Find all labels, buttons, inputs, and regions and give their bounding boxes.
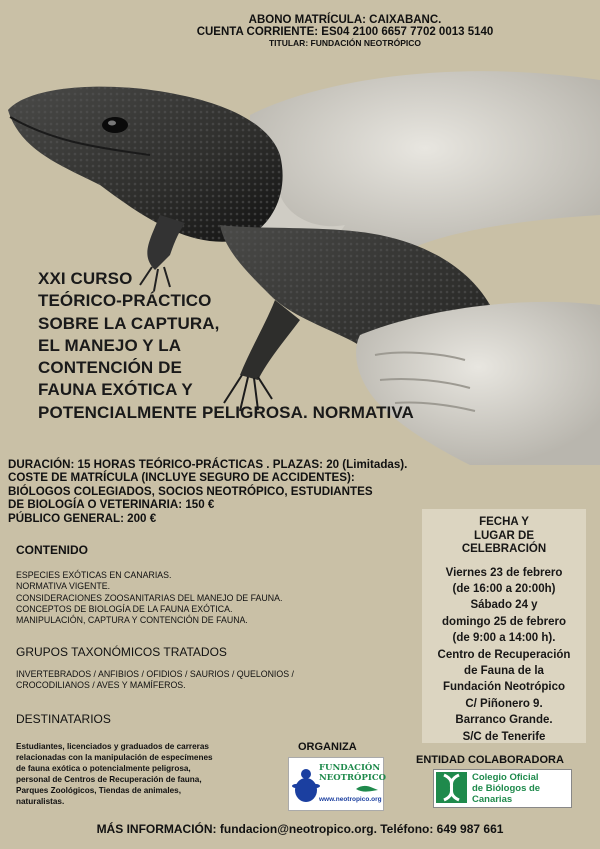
title-line: SOBRE LA CAPTURA,: [38, 313, 220, 333]
logo-url[interactable]: www.neotropico.org: [319, 796, 382, 803]
title-line: FAUNA EXÓTICA Y: [38, 380, 193, 400]
fecha-heading-line: FECHA Y: [479, 516, 529, 528]
logo-text-line: FUNDACIÓN: [319, 763, 381, 773]
fecha-lugar-box: [422, 509, 586, 743]
fecha-line: Fundación Neotrópico: [442, 681, 566, 694]
text-line: naturalistas.: [16, 797, 65, 806]
colegio-biologos-logo[interactable]: [433, 769, 572, 808]
list-item: NORMATIVA VIGENTE.: [16, 581, 111, 592]
fecha-line: de Fauna de la: [464, 664, 544, 677]
logo-text-line: NEOTRÓPICO: [319, 773, 386, 783]
fecha-heading-line: CELEBRACIÓN: [461, 543, 547, 555]
turtle-icon: [291, 760, 321, 806]
fecha-line: (de 9:00 a 14:00 h).: [452, 632, 556, 645]
list-item: INVERTEBRADOS / ANFIBIOS / OFIDIOS / SAURIOS / QUELONIOS /: [16, 669, 294, 679]
fecha-line: Barranco Grande.: [455, 714, 553, 727]
course-info: [8, 458, 478, 525]
fecha-line: Sábado 24 y: [470, 599, 538, 612]
fecha-line: C/ Piñonero 9.: [465, 697, 543, 710]
title-line: POTENCIALMENTE PELIGROSA. NORMATIVA: [38, 402, 414, 422]
text-line: Estudiantes, licenciados y graduados de carreras: [16, 742, 209, 751]
fecha-heading-line: LUGAR DE: [473, 529, 535, 542]
bank-line-1: ABONO MATRÍCULA: CAIXABANC.: [248, 14, 442, 26]
title-line: CONTENCIÓN DE: [38, 358, 182, 378]
text-line: Parques Zoológicos, Tiendas de animales,: [16, 786, 182, 795]
text-line: relacionadas con la manipulación de especímenes: [16, 753, 213, 762]
title-line: TEÓRICO-PRÁCTICO: [38, 291, 212, 311]
info-line: PÚBLICO GENERAL: 200 €: [8, 511, 157, 525]
neotropico-logo[interactable]: [288, 757, 384, 811]
organiza-heading: ORGANIZA: [298, 741, 357, 753]
bank-info: [0, 14, 600, 48]
destinatarios-heading: DESTINATARIOS: [16, 712, 111, 726]
grupos-heading: GRUPOS TAXONÓMICOS TRATADOS: [16, 645, 227, 659]
list-item: ESPECIES EXÓTICAS EN CANARIAS.: [16, 570, 172, 580]
lizard-icon: [355, 782, 379, 794]
dna-icon: [436, 772, 467, 803]
course-title: [38, 268, 458, 424]
contenido-heading: CONTENIDO: [16, 543, 88, 557]
list-item: CONSIDERACIONES ZOOSANITARIAS DEL MANEJO DE FAUNA.: [16, 592, 283, 603]
info-line: BIÓLOGOS COLEGIADOS, SOCIOS NEOTRÓPICO, ESTUDIANTES: [8, 484, 373, 498]
fecha-line: S/C de Tenerife: [462, 730, 546, 743]
title-line: EL MANEJO Y LA: [38, 335, 182, 355]
grupos-list: [16, 669, 294, 692]
fecha-line: domingo 25 de febrero: [442, 615, 566, 628]
text-line: de fauna exótica o potencialmente peligrosa,: [16, 764, 191, 773]
bank-line-2: CUENTA CORRIENTE: ES04 2100 6657 7702 0013 5140: [196, 26, 494, 38]
title-line: XXI CURSO: [38, 269, 133, 288]
fecha-line: (de 16:00 a 20:00h): [452, 582, 556, 595]
info-line: DURACIÓN: 15 HORAS TEÓRICO-PRÁCTICAS . PLAZAS: 20 (Limitadas).: [8, 458, 408, 471]
fecha-line: Centro de Recuperación: [437, 648, 571, 661]
list-item: CROCODILIANOS / AVES Y MAMÍFEROS.: [16, 680, 186, 691]
list-item: MANIPULACIÓN, CAPTURA Y CONTENCIÓN DE FAUNA.: [16, 615, 248, 626]
entidad-heading: ENTIDAD COLABORADORA: [416, 754, 564, 766]
destinatarios-text: [16, 741, 213, 807]
footer-contact: MÁS INFORMACIÓN: fundacion@neotropico.org. Teléfono: 649 987 661: [96, 822, 504, 836]
logo-text-line: de Biólogos de: [472, 783, 541, 794]
info-line: DE BIOLOGÍA O VETERINARIA: 150 €: [8, 498, 215, 512]
text-line: personal de Centros de Recuperación de fauna,: [16, 775, 202, 784]
info-line: COSTE DE MATRÍCULA (INCLUYE SEGURO DE ACCIDENTES):: [8, 471, 355, 485]
bank-line-3: TITULAR: FUNDACIÓN NEOTRÓPICO: [268, 38, 422, 48]
logo-text-line: Canarias: [472, 794, 513, 805]
logo-text-line: Colegio Oficial: [472, 772, 539, 783]
fecha-line: Viernes 23 de febrero: [445, 566, 563, 579]
list-item: CONCEPTOS DE BIOLOGÍA DE LA FAUNA EXÓTICA.: [16, 603, 233, 614]
contenido-list: [16, 570, 282, 626]
